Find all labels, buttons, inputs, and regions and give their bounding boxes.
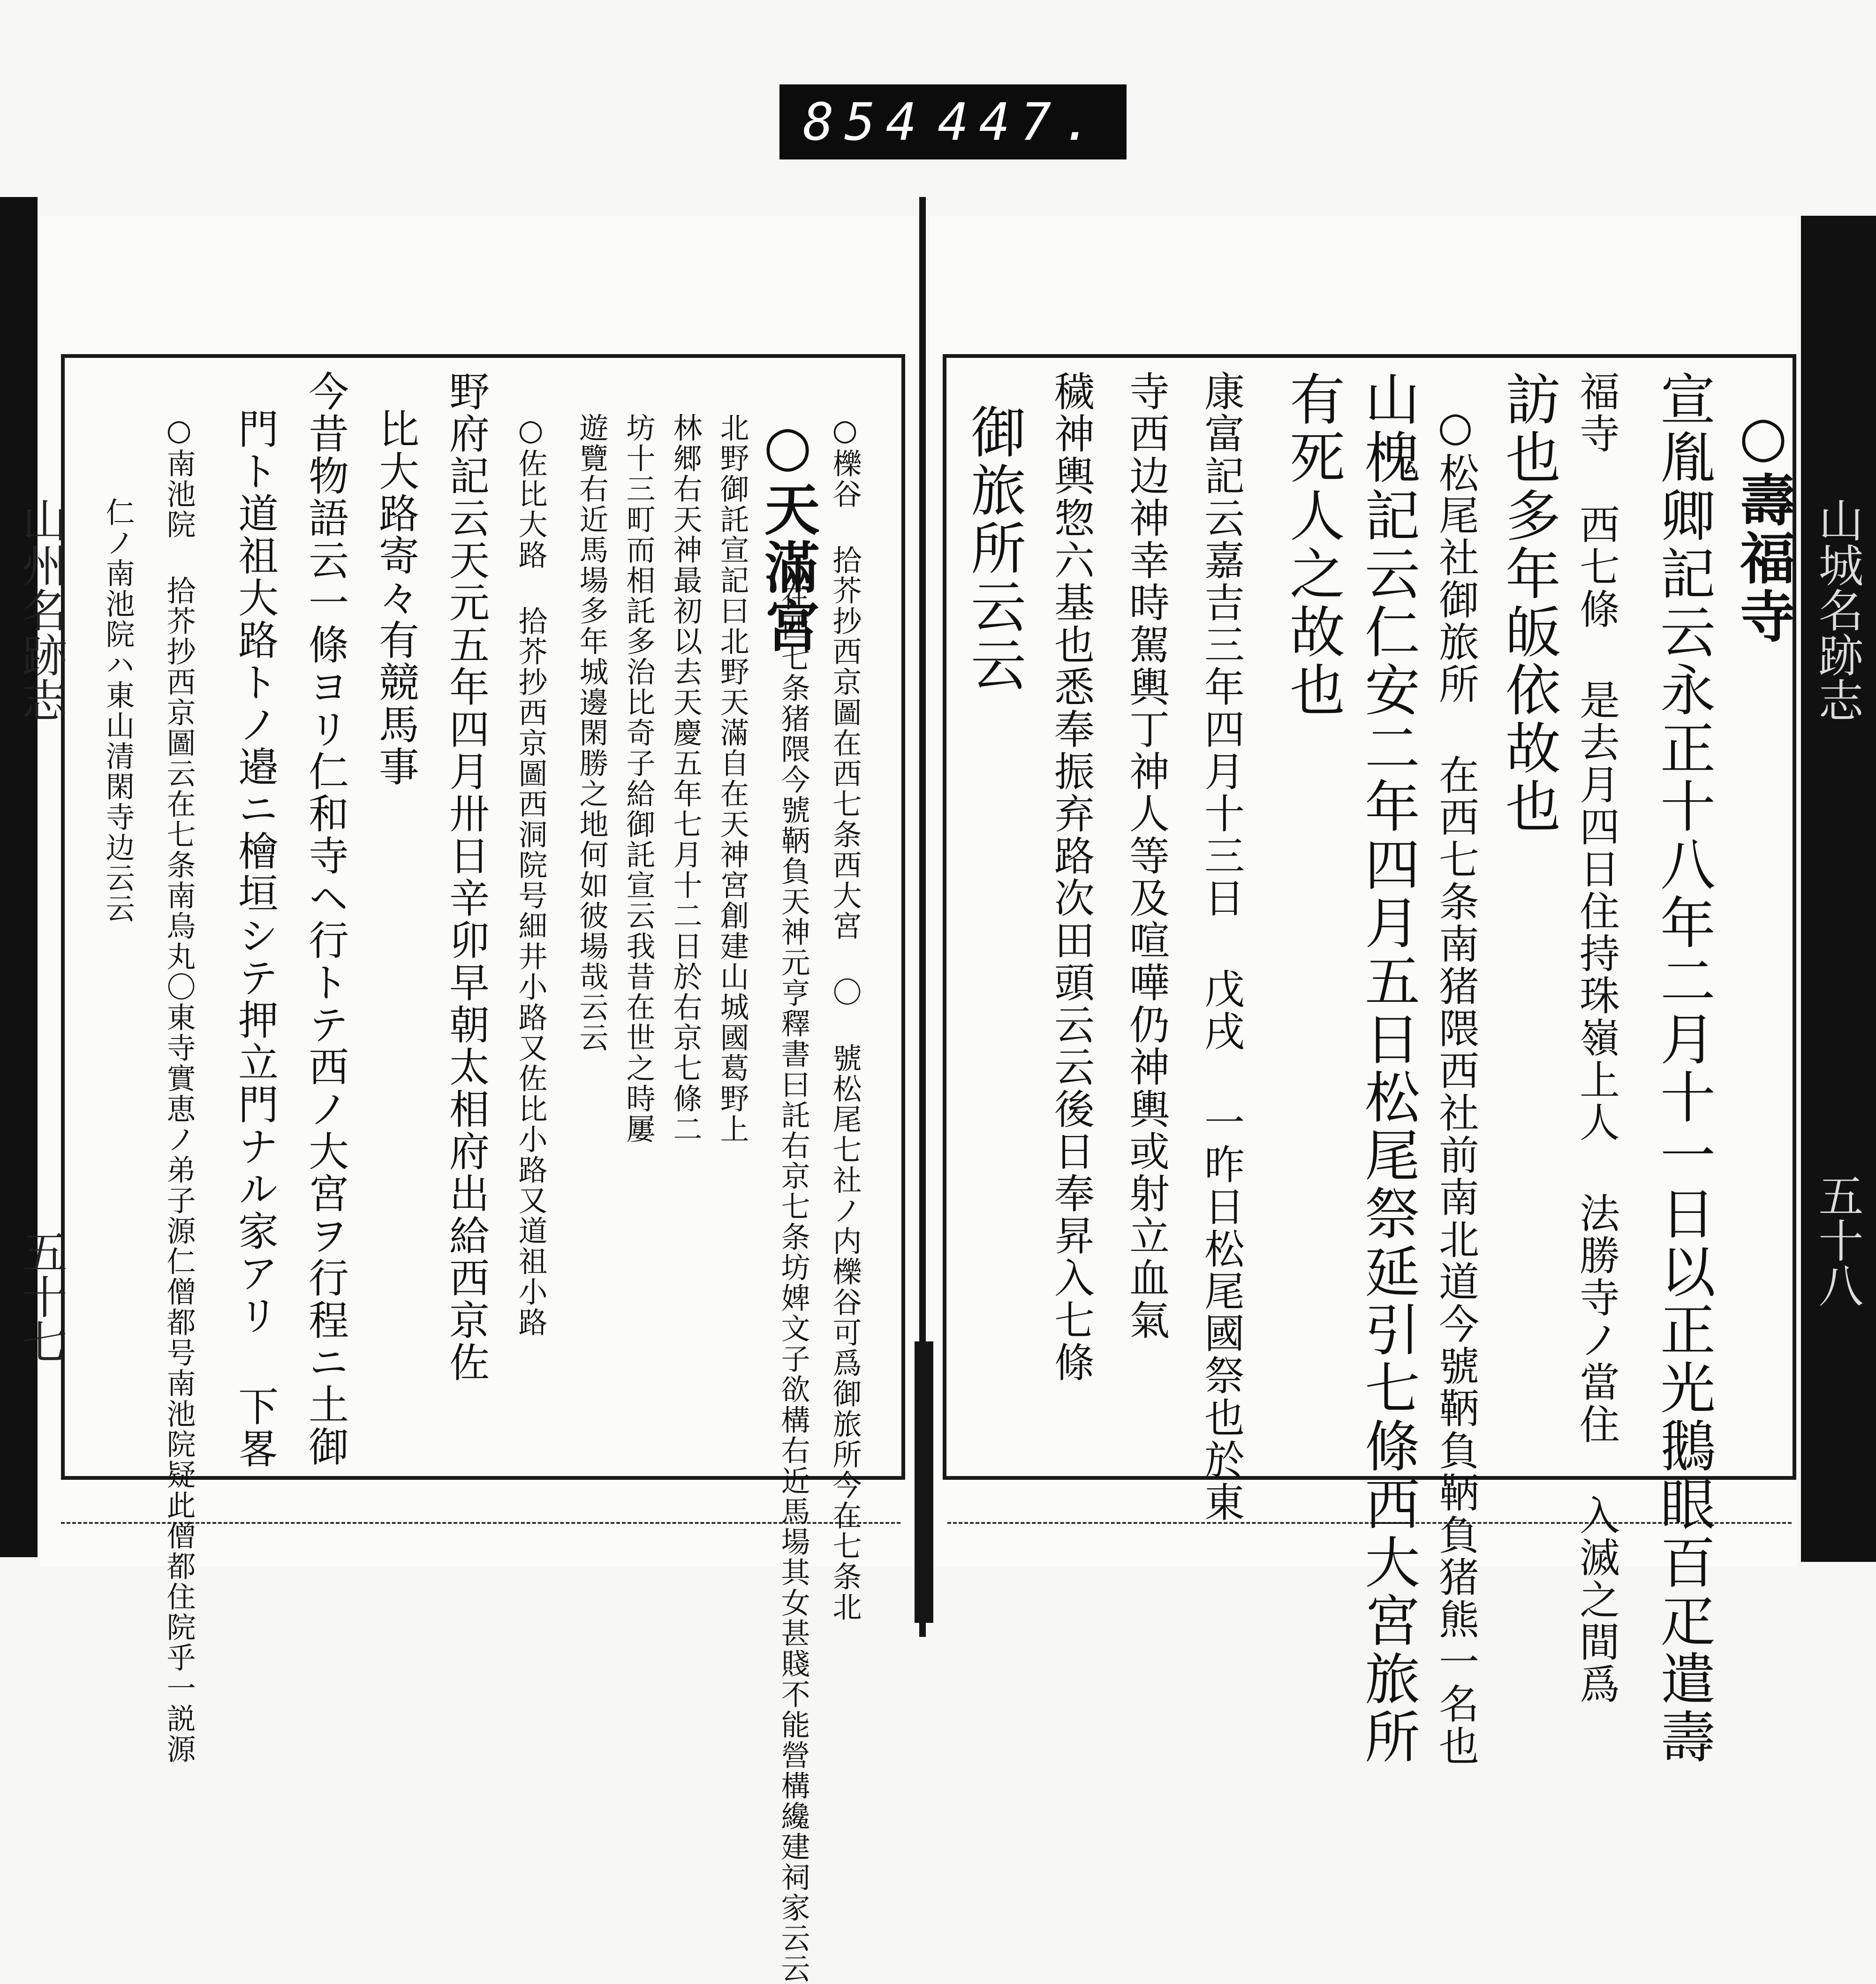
heading-jufukuji: ○壽福寺 xyxy=(1731,403,1796,646)
text-column: 林郷右天神最初以去天慶五年七月十二日於右京七條二 xyxy=(668,413,703,1144)
right-margin-page-number: 五十八 xyxy=(1811,1173,1864,1308)
text-column: 御旅所云云 xyxy=(961,403,1026,694)
right-margin-title: 山城名跡志 xyxy=(1811,497,1864,722)
catalog-label xyxy=(779,84,1127,159)
heading-matsuo-otabisho: ○松尾社御旅所 在西七条南猪隈西社前南北道今號鞆負鞆負猪熊一名也 xyxy=(1432,403,1479,1767)
text-column: 訪也多年皈依故也 xyxy=(1496,371,1561,836)
text-column: 康富記云嘉吉三年四月十三日 戊戌 一昨日松尾國祭也於東 xyxy=(1197,371,1244,1523)
note-column: 在西七条猪隈今號鞆負天神元亨釋書曰託右京七条坊婢文子欲構右近馬場其女甚賤不能營構纔建祠家云云 xyxy=(776,582,810,1984)
text-column: 寺西边神幸時駕輿丁神人等及喧嘩仍神輿或射立血氣 xyxy=(1122,371,1169,1341)
right-book-edge xyxy=(1801,216,1876,1562)
text-column: 坊十三町而相託多治比奇子給御託宣云我昔在世之時屢 xyxy=(621,413,656,1144)
text-column: 山槐記云仁安二年四月五日松尾祭延引七條西大宮旅所 xyxy=(1355,371,1420,1766)
left-margin-title: 山州名跡志 xyxy=(15,497,68,722)
note-column: 仁ノ南池院ハ東山清閑寺边云云 xyxy=(101,497,135,924)
text-column: 比大路寄々有競馬事 xyxy=(372,408,419,788)
left-margin-page-number: 五十七 xyxy=(15,1229,68,1364)
heading-minamiike-in: ○南池院 拾芥抄西京圖云在七条南烏丸〇東寺實恵ノ弟子源仁僧都号南池院疑此僧都住院乎一説源 xyxy=(162,413,196,1764)
heading-sahi-oji: ○佐比大路 拾芥抄西京圖西洞院号細井小路又佐比小路又道祖小路 xyxy=(514,413,548,1338)
text-column: 穢神輿惣六基也悉奉振弃路次田頭云云後日奉昇入七條 xyxy=(1047,371,1094,1384)
text-column: 北野御託宣記曰北野天滿自在天神宮創建山城國葛野上 xyxy=(715,413,749,1144)
gutter-shadow xyxy=(915,1341,933,1623)
catalog-number-left: 854 xyxy=(803,92,927,152)
text-column: 有死人之故也 xyxy=(1280,371,1345,719)
text-column: 今昔物語云一條ヨリ仁和寺ヘ行トテ西ノ大宮ヲ行程ニ土御 xyxy=(302,371,348,1468)
text-column: 門ト道祖大路トノ邉ニ檜垣シテ押立門ナル家アリ 下畧 xyxy=(231,408,278,1470)
catalog-number-right: 447. xyxy=(938,92,1103,152)
heading-ichiidani: ○櫟谷 拾芥抄西京圖在西七条西大宮 〇 號松尾七社ノ内櫟谷可爲御旅所今在七条北 xyxy=(828,413,862,1622)
text-column: 野府記云天元五年四月卅日辛卯早朝太相府出給西京佐 xyxy=(442,371,489,1384)
text-column: 宣胤卿記云永正十八年二月十一日以正光鵝眼百疋遣壽 xyxy=(1651,371,1716,1766)
heading-tenmangu: ○天滿宮 xyxy=(755,413,820,655)
text-column: 福寺 西七條 是去月四日住持珠嶺上人 法勝寺ノ當住 入滅之間爲 xyxy=(1573,371,1619,1705)
text-column: 遊覽右近馬場多年城邊閑勝之地何如彼場哉云云 xyxy=(575,413,609,1053)
